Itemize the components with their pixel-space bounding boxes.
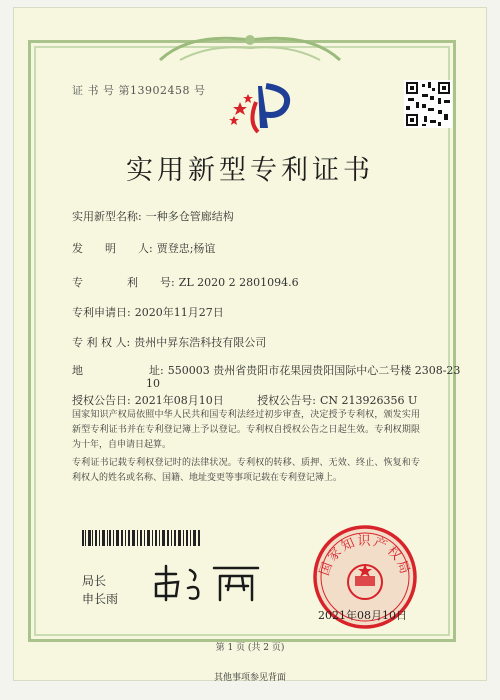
publication-number: CN 213926356 U — [319, 394, 418, 407]
qr-code-icon — [404, 80, 452, 128]
field-value: 2021年08月10日 — [134, 394, 224, 407]
certificate-number: 证 书 号 第13902458 号 — [72, 84, 206, 97]
director-name: 申长雨 — [82, 592, 119, 606]
field-label: 发 明 人: — [72, 242, 153, 255]
field-grant-publication — [72, 392, 417, 408]
handwritten-signature — [148, 560, 268, 606]
publication-number-label: 授权公告号: — [257, 394, 316, 407]
field-filing-date — [72, 304, 224, 320]
barcode-icon — [82, 530, 202, 546]
director-title: 局长 — [82, 574, 107, 588]
seal-text: 国家知识产权局 — [317, 534, 413, 578]
ornament-border-icon — [150, 30, 350, 64]
back-note: 其他事项参见背面 — [213, 673, 286, 683]
certificate-paragraph: 国家知识产权局依照中华人民共和国专利法经过初步审查，决定授予专利权，颁发实用新型专利证书并在专利登记簿上予以登记。专利权自授权公告之日起生效。专利权期限为十年，自申请日起算。 — [72, 410, 420, 450]
field-utility-model-name — [72, 208, 234, 224]
field-label: 专 利 权 人: — [72, 336, 131, 349]
field-label: 专 利 号: — [72, 276, 175, 289]
field-label: 专利申请日: — [72, 306, 131, 319]
field-value: 贵州中昇东浩科技有限公司 — [134, 336, 267, 349]
field-inventors — [72, 240, 215, 256]
cnipa-logo-icon — [228, 82, 300, 136]
field-value: 550003 贵州省贵阳市花果园贵阳国际中心二号楼 2308-23 — [167, 364, 461, 377]
field-label: 授权公告日: — [72, 394, 131, 407]
field-label: 实用新型名称: — [72, 210, 142, 223]
certificate-title: 实用新型专利证书 — [126, 155, 374, 186]
certificate-paragraph: 专利证书记载专利权登记时的法律状况。专利权的转移、质押、无效、终止、恢复和专利权人的姓名或名称、国籍、地址变更等事项记载在专利登记簿上。 — [72, 458, 420, 483]
field-patentee — [72, 334, 266, 350]
field-value-continued: 10 — [146, 377, 160, 390]
seal-date: 2021年08月10日 — [318, 609, 407, 622]
field-patent-number — [72, 274, 299, 290]
field-label: 地 址: — [72, 364, 164, 377]
field-value: ZL 2020 2 2801094.6 — [178, 276, 299, 289]
page-number: 第 1 页 (共 2 页) — [215, 643, 285, 653]
field-value: 一种多仓管廊结构 — [145, 210, 234, 223]
field-address — [72, 362, 461, 390]
field-value: 2020年11月27日 — [134, 306, 224, 319]
field-value: 贾登忠;杨谊 — [156, 242, 216, 255]
